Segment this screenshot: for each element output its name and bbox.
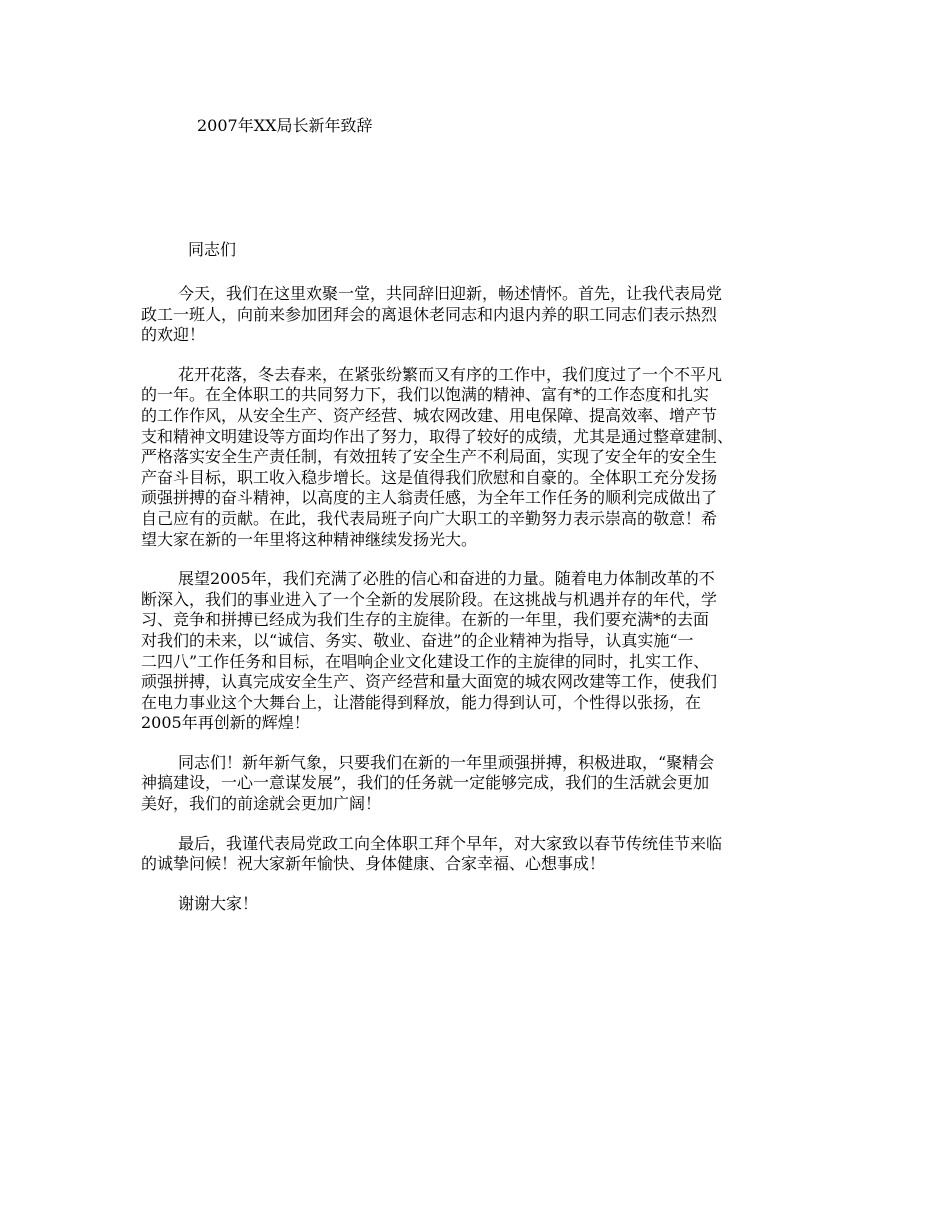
paragraph-line: 展望2005年，我们充满了必胜的信心和奋进的力量。随着电力体制改革的不 — [178, 569, 715, 589]
paragraph-line: 在电力事业这个大舞台上，让潜能得到释放，能力得到认可，个性得以张扬，在 — [141, 692, 702, 712]
paragraph — [141, 834, 823, 875]
paragraph-line: 今天，我们在这里欢聚一堂，共同辞旧迎新，畅述情怀。首先，让我代表局党 — [178, 284, 723, 303]
paragraph-line: 花开花落，冬去春来，在紧张纷繁而又有序的工作中，我们度过了一个不平凡 — [178, 364, 723, 384]
greeting: 同志们 — [188, 240, 237, 259]
paragraph-line: 顽强拼搏的奋斗精神，以高度的主人翁责任感，为全年工作任务的顺利完成做出了 — [141, 488, 718, 508]
paragraph — [141, 569, 823, 734]
paragraph-line: 神搞建设，一心一意谋发展”，我们的任务就一定能够完成，我们的生活就会更加 — [141, 773, 710, 793]
paragraph-line: 最后，我谨代表局党政工向全体职工拜个早年，对大家致以春节传统佳节来临 — [178, 833, 723, 853]
document-body — [141, 284, 823, 933]
paragraph-line: 的诚挚问候！祝大家新年愉快、身体健康、合家幸福、心想事成！ — [141, 854, 606, 874]
paragraph-line: 同志们！新年新气象，只要我们在新的一年里顽强拼搏，积极进取，“聚精会 — [178, 752, 715, 772]
paragraph-line: 2005年再创新的辉煌！ — [141, 713, 310, 733]
paragraph-line: 的工作作风，从安全生产、资产经营、城农网改建、用电保障、提高效率、增产节 — [141, 405, 718, 425]
paragraph-line: 习、竞争和拼搏已经成为我们生存的主旋律。在新的一年里，我们要充满*的去面 — [141, 610, 710, 630]
paragraph-line: 谢谢大家！ — [178, 893, 259, 913]
paragraph-line: 产奋斗目标，职工收入稳步增长。这是值得我们欣慰和自豪的。全体职工充分发扬 — [141, 467, 718, 487]
paragraph — [141, 365, 823, 550]
paragraph-line: 断深入，我们的事业进入了一个全新的发展阶段。在这挑战与机遇并存的年代，学 — [141, 589, 718, 609]
paragraph-line: 顽强拼搏，认真完成安全生产、资产经营和量大面宽的城农网改建等工作，使我们 — [141, 672, 718, 692]
paragraph — [141, 284, 823, 346]
paragraph-line: 望大家在新的一年里将这种精神继续发扬光大。 — [141, 529, 478, 549]
paragraph-line: 严格落实安全生产责任制，有效扭转了安全生产不利局面，实现了安全年的安全生 — [141, 447, 718, 467]
paragraph-line: 的一年。在全体职工的共同努力下，我们以饱满的精神、富有*的工作态度和扎实 — [141, 385, 710, 405]
paragraph — [141, 753, 823, 815]
paragraph — [141, 894, 823, 915]
paragraph-line: 支和精神文明建设等方面均作出了努力，取得了较好的成绩，尤其是通过整章建制、 — [141, 426, 734, 446]
paragraph-line: 美好，我们的前途就会更加广阔！ — [141, 794, 382, 814]
paragraph-line: 自己应有的贡献。在此，我代表局班子向广大职工的辛勤努力表示崇高的敬意！希 — [141, 508, 718, 528]
paragraph-line: 二四八”工作任务和目标，在唱响企业文化建设工作的主旋律的同时，扎实工作、 — [141, 651, 710, 671]
paragraph-line: 的欢迎！ — [141, 325, 206, 345]
document-title: 2007年XX局长新年致辞 — [197, 116, 373, 135]
paragraph-line: 对我们的未来，以“诚信、务实、敬业、奋进”的企业精神为指导，认真实施“一 — [141, 630, 694, 650]
paragraph-line: 政工一班人，向前来参加团拜会的离退休老同志和内退内养的职工同志们表示热烈 — [141, 304, 718, 324]
